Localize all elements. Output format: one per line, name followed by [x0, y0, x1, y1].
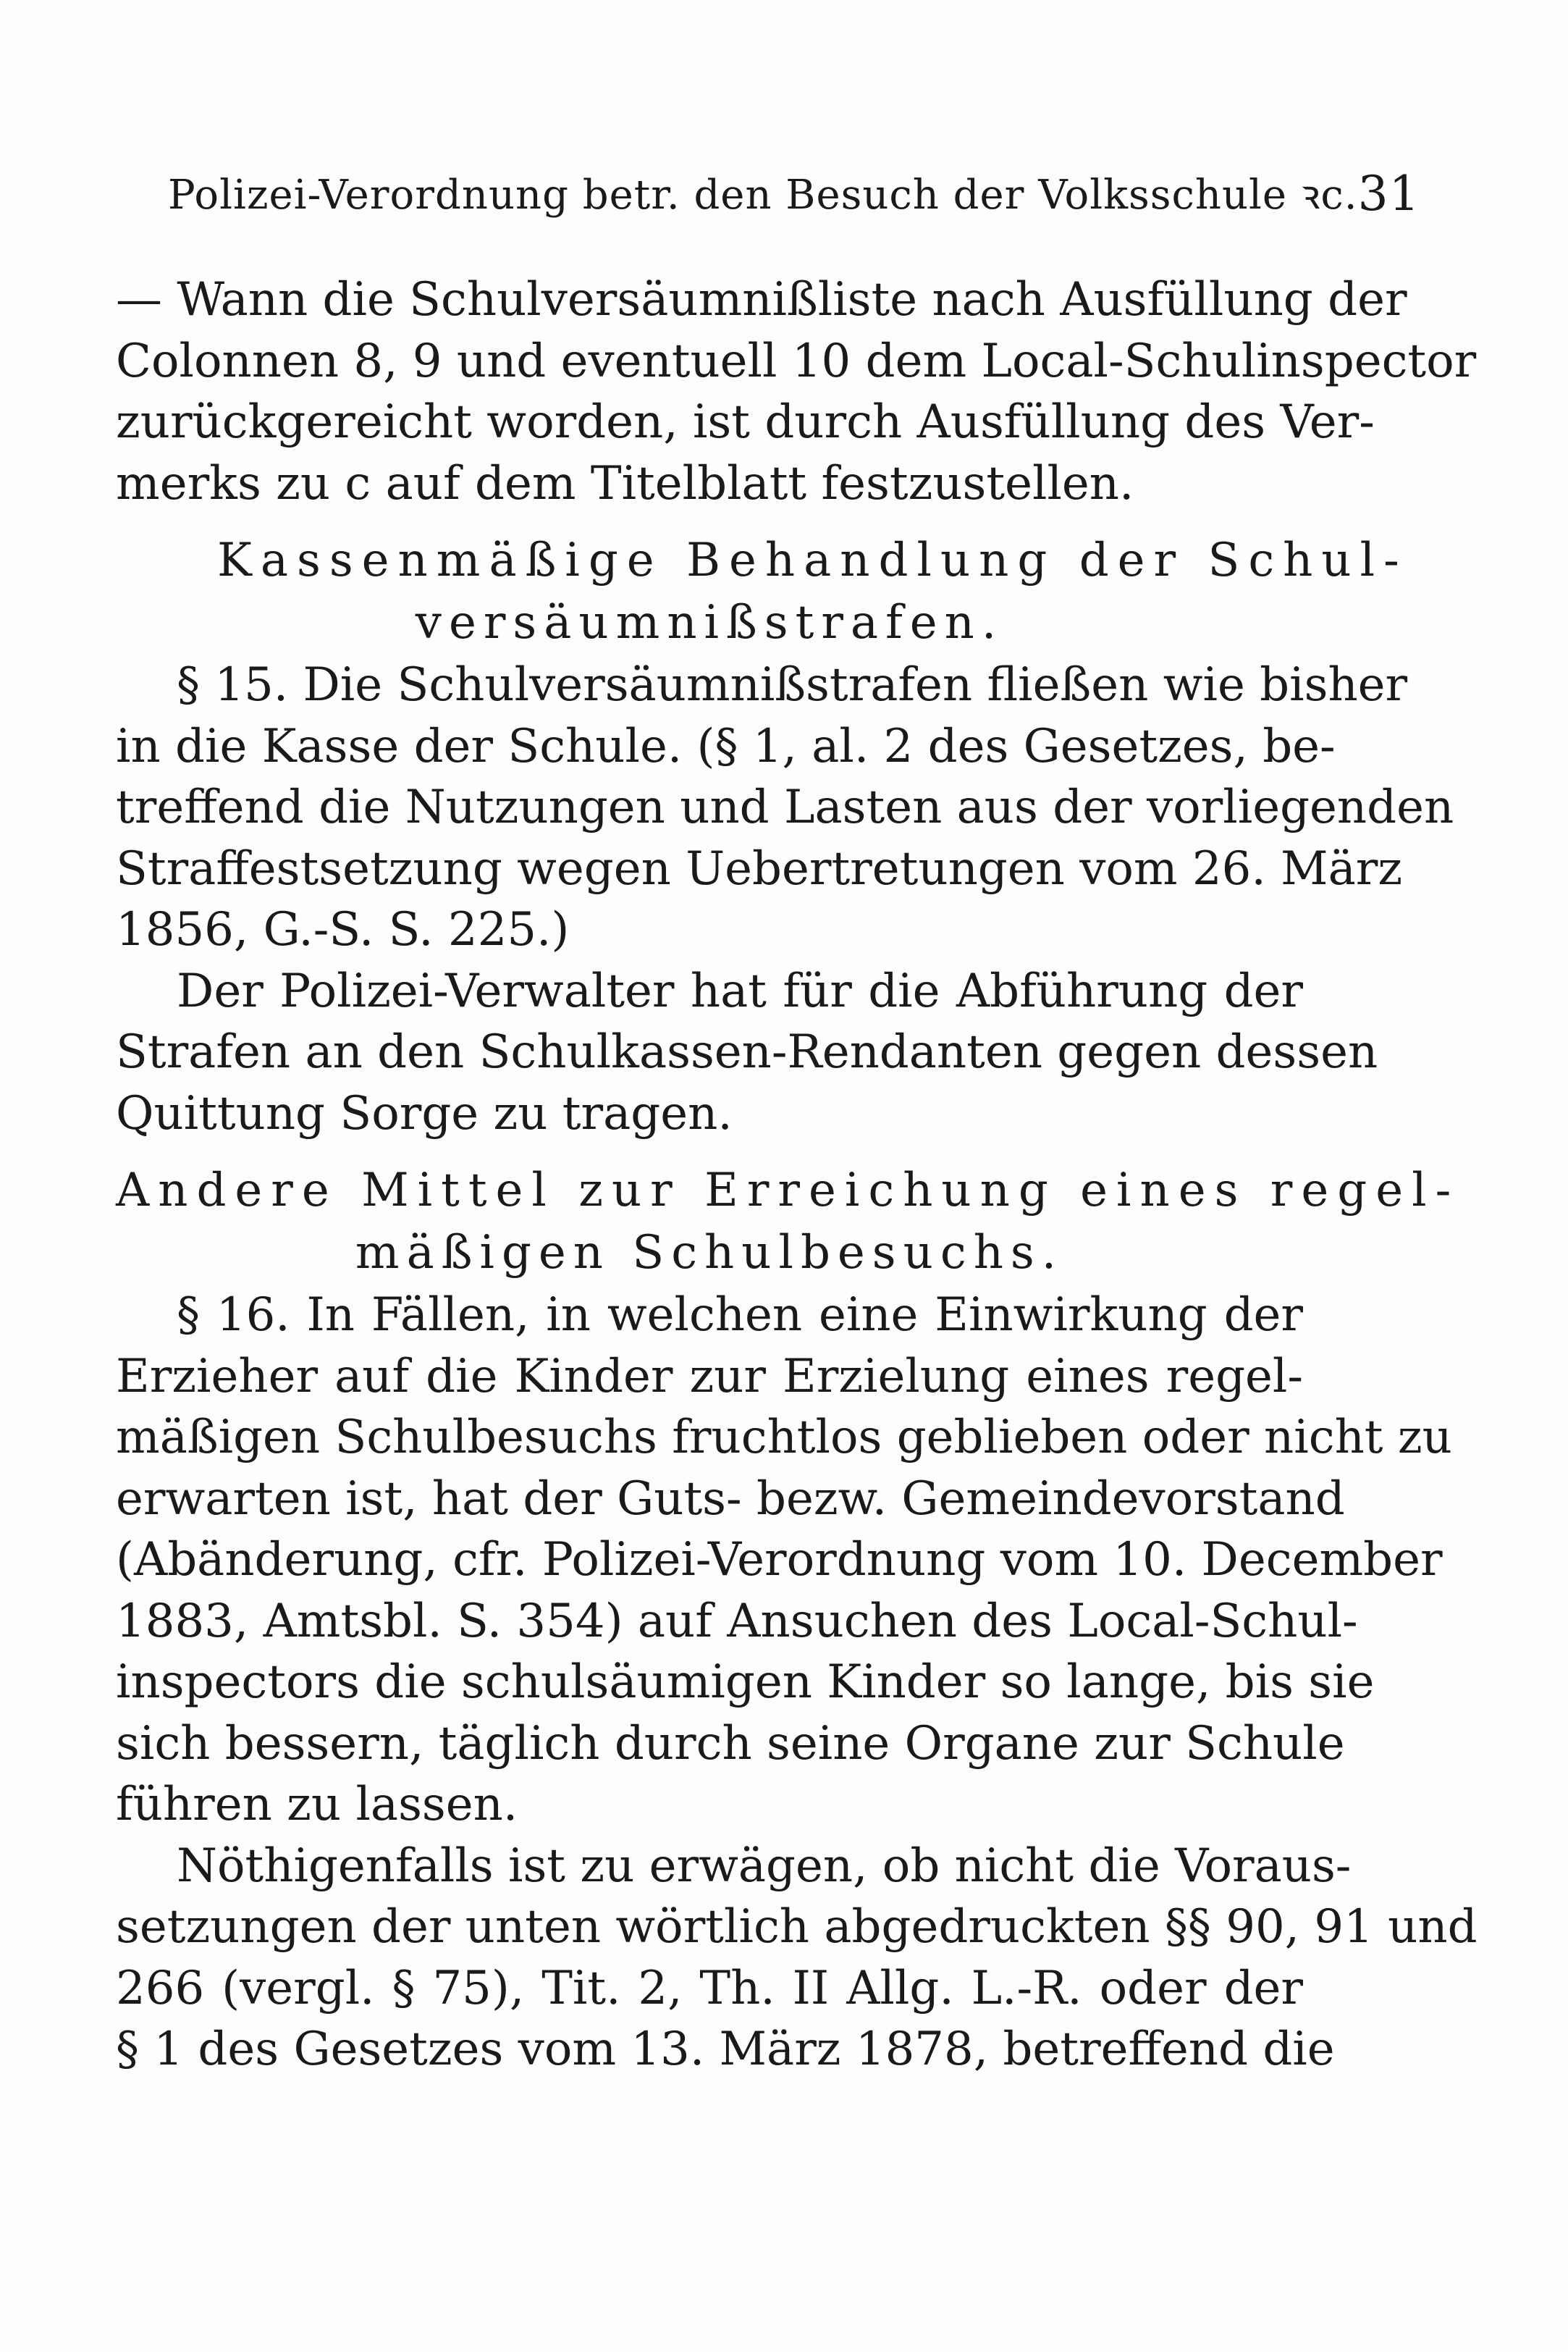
text-line: Der Polizei-Verwalter hat für die Abführung der	[177, 964, 1303, 1018]
page-header	[168, 161, 1420, 226]
text-line: mäßigen Schulbesuchs fruchtlos geblieben oder nicht zu	[116, 1411, 1452, 1464]
text-line: 1856, G.-S. S. 225.)	[116, 903, 570, 957]
paragraph-versaeumnisliste	[116, 269, 1477, 514]
section-heading-andere-mittel	[116, 1160, 1460, 1285]
heading-line: versäumnißstrafen.	[415, 596, 1004, 650]
page-number: 31	[1357, 165, 1420, 222]
text-line: setzungen der unten wörtlich abgedruckten §§ 90, 91 und	[116, 1900, 1478, 1954]
text-line: § 1 des Gesetzes vom 13. März 1878, betreffend die	[116, 2023, 1335, 2076]
paragraph-section-15	[116, 655, 1454, 961]
text-line: zurückgereicht worden, ist durch Ausfüllung des Ver-	[116, 395, 1375, 449]
paragraph-noethigenfalls	[116, 1836, 1478, 2080]
text-line: Colonnen 8, 9 und eventuell 10 dem Local-Schulinspector	[116, 334, 1477, 388]
text-line: (Abänderung, cfr. Polizei-Verordnung vom 10. December	[116, 1533, 1443, 1587]
heading-line: Kassenmäßige Behandlung der Schul-	[217, 534, 1408, 587]
section-heading-kassenmaessige-behandlung	[116, 530, 1408, 655]
text-line: § 15. Die Schulversäumnißstrafen fließen wie bisher	[177, 658, 1408, 712]
text-line: 266 (vergl. § 75), Tit. 2, Th. II Allg. L.-R. oder der	[116, 1961, 1303, 2015]
heading-line: mäßigen Schulbesuchs.	[355, 1226, 1064, 1280]
paragraph-polizei-verwalter	[116, 961, 1378, 1145]
text-line: 1883, Amtsbl. S. 354) auf Ansuchen des Local-Schul-	[116, 1594, 1358, 1648]
paragraph-section-16	[116, 1285, 1452, 1836]
text-line: in die Kasse der Schule. (§ 1, al. 2 des Gesetzes, be-	[116, 719, 1336, 773]
text-line: erwarten ist, hat der Guts- bezw. Gemeindevorstand	[116, 1471, 1345, 1526]
text-line: inspectors die schulsäumigen Kinder so lange, bis sie	[116, 1655, 1375, 1709]
text-line: sich bessern, täglich durch seine Organe zur Schule	[116, 1716, 1345, 1771]
text-line: § 16. In Fällen, in welchen eine Einwirkung der	[177, 1288, 1303, 1342]
text-line: führen zu lassen.	[116, 1778, 518, 1831]
text-line: treffend die Nutzungen und Lasten aus der vorliegenden	[116, 781, 1454, 834]
text-line: Straffestsetzung wegen Uebertretungen vom 26. März	[116, 841, 1403, 896]
heading-line: Andere Mittel zur Erreichung eines regel-	[116, 1164, 1460, 1217]
body-text	[116, 269, 1478, 2080]
running-head: Polizei-Verordnung betr. den Besuch der Volksschule ꝛc.	[168, 172, 1358, 219]
text-line: Nöthigenfalls ist zu erwägen, ob nicht die Voraus-	[177, 1839, 1352, 1893]
text-line: Quittung Sorge zu tragen.	[116, 1086, 733, 1141]
text-line: Erzieher auf die Kinder zur Erzielung eines regel-	[116, 1349, 1303, 1403]
text-line: merks zu c auf dem Titelblatt festzustellen.	[116, 456, 1134, 511]
text-line: — Wann die Schulversäumnißliste nach Ausfüllung der	[116, 273, 1407, 327]
text-line: Strafen an den Schulkassen-Rendanten gegen dessen	[116, 1025, 1378, 1079]
